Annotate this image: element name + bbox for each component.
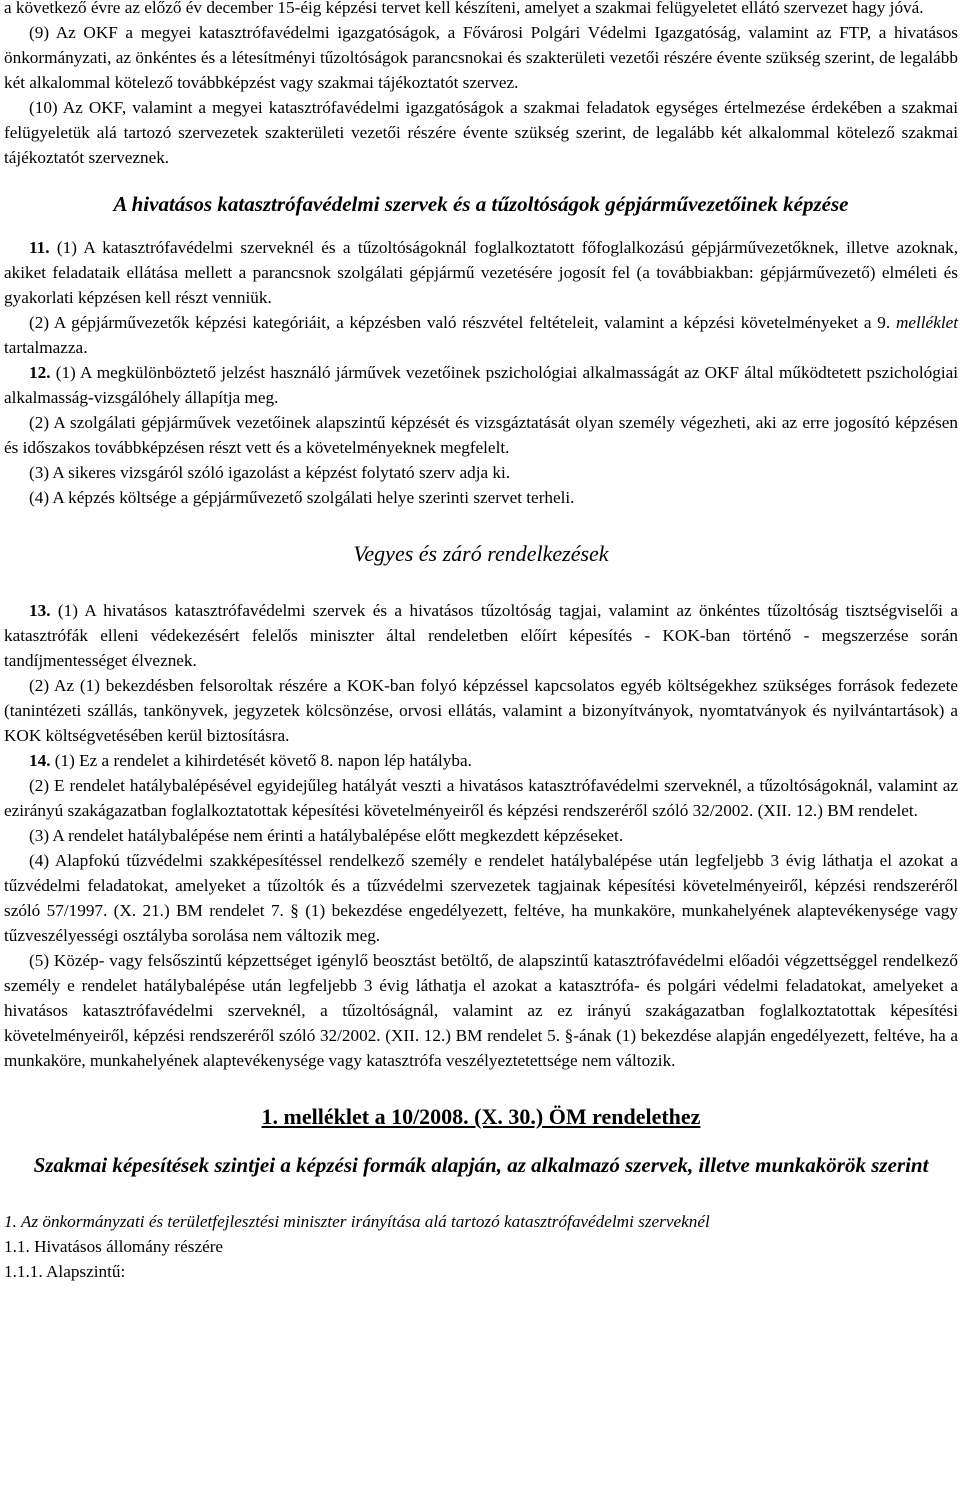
section-12-para-4: (4) A képzés költsége a gépjárművezető szolgálati helye szerinti szervet terheli.: [29, 488, 575, 507]
section-14-para-2: (2) E rendelet hatálybalépésével egyidejűleg hatályát veszti a hivatásos katasztrófavédelmi szerveknél, a tűzoltóságoknál, valamint az ezirányú szakágazatban foglalkoztatottak képesítési követelményeiről és képzési rendszeréről szóló 32/2002. (XII. 12.) BM rendelet.: [4, 776, 958, 820]
section-13-para-2: (2) Az (1) bekezdésben felsoroltak részére a KOK-ban folyó képzéssel kapcsolatos egyéb költségekhez szükséges források fedezete (tanintézeti szállás, tankönyvek, jegyzetek kölcsönzése, orvosi ellátás, valamint a bizonyítványok, nyomtatványok és nyilvántartások) a KOK költségvetésében kerül biztosításra.: [4, 676, 958, 745]
section-12-para-1: [4, 360, 958, 410]
paragraph-prev-cont: a következő évre az előző év december 15-éig képzési tervet kell készíteni, amelyet a szakmai felügyeletet ellátó szervezet hagy jóvá.: [4, 0, 924, 17]
section-number: 12.: [29, 363, 51, 382]
section-number: 14.: [29, 751, 51, 770]
paragraph-text: tartalmazza.: [4, 338, 88, 357]
section-14-para-1: [4, 748, 958, 773]
annex-subtitle: Szakmai képesítések szintjei a képzési formák alapján, az alkalmazó szervek, illetve munkakörök szerint: [33, 1153, 929, 1177]
section-number: 13.: [29, 601, 51, 620]
paragraph-text: (1) A hivatásos katasztrófavédelmi szervek és a hivatásos tűzoltóság tagjai, valamint az önkéntes tűzoltóság tisztségviselői a katasztrófák elleni védekezésért felelős miniszter által rendeletben előírt képesítés - KOK-ban történő - megszerzése során tandíjmentességet élveznek.: [4, 601, 958, 670]
section-11-para-1: [4, 235, 958, 310]
section-heading-drivers: A hivatásos katasztrófavédelmi szervek és a tűzoltóságok gépjárművezetőinek képzése: [113, 192, 849, 216]
section-13-para-1: [4, 598, 958, 673]
section-heading-final-provisions: Vegyes és záró rendelkezések: [353, 541, 609, 566]
annex-reference: melléklet: [895, 313, 958, 332]
paragraph-text: (1) A katasztrófavédelmi szerveknél és a tűzoltóságoknál foglalkoztatott főfoglalkozású gépjárművezetőknek, illetve azoknak, akiket feladataik ellátása mellett a parancsnok szolgálati gépjármű vezetésére jogosít fel (a továbbiakban: gépjárművezető) elméleti és gyakorlati képzésen kell részt venniük.: [4, 238, 958, 307]
annex-item-1-1: 1.1. Hivatásos állomány részére: [4, 1237, 224, 1256]
paragraph-text: (1) A megkülönböztető jelzést használó járművek vezetőinek pszichológiai alkalmasságát az OKF által működtetett pszichológiai alkalmasság-vizsgálóhely állapítja meg.: [4, 363, 958, 407]
paragraph-text: (2) A gépjárművezetők képzési kategóriáit, a képzésben való részvétel feltételeit, valamint a képzési követelményeket a 9.: [29, 313, 896, 332]
section-11-para-2: [4, 310, 958, 360]
annex-title: 1. melléklet a 10/2008. (X. 30.) ÖM rendelethez: [261, 1104, 701, 1129]
document-page: [4, 0, 958, 1284]
section-14-para-5: (5) Közép- vagy felsőszintű képzettséget igénylő beosztást betöltő, de alapszintű katasztrófavédelmi előadói végzettséggel rendelkező személy e rendelet hatálybalépése után legfeljebb 3 évig láthatja el azokat a katasztrófa- és polgári védelmi feladatokat, amelyeket a hivatásos katasztrófavédelmi szerveknél, a tűzoltóságnál, valamint az ez irányú szakágazatban foglalkoztatottak képesítési követelményeiről, képzési rendszeréről szóló 32/2002. (XII. 12.) BM rendelet 5. §-ának (1) bekezdése alapján engedélyezett, feltéve, ha a munkaköre, munkahelyének alaptevékenysége vagy katasztrófa veszélyeztetettsége nem változik.: [4, 951, 958, 1070]
section-14-para-4: (4) Alapfokú tűzvédelmi szakképesítéssel rendelkező személy e rendelet hatálybalépése után legfeljebb 3 évig láthatja el azokat a tűzvédelmi feladatokat, amelyeket a tűzoltók és a tűzvédelmi szervezetek tagjainak képesítési követelményeiről, képzési rendszeréről szóló 57/1997. (X. 21.) BM rendelet 7. § (1) bekezdése engedélyezett, feltéve, ha munkaköre, munkahelyének alaptevékenysége vagy tűzveszélyességi osztályba sorolása nem változik meg.: [4, 851, 958, 945]
annex-item-1: 1. Az önkormányzati és területfejlesztési miniszter irányítása alá tartozó katasztrófavédelmi szerveknél: [4, 1212, 710, 1231]
section-12-para-3: (3) A sikeres vizsgáról szóló igazolást a képzést folytató szerv adja ki.: [29, 463, 511, 482]
paragraph-text: (1) Ez a rendelet a kihirdetését követő 8. napon lép hatályba.: [50, 751, 472, 770]
annex-item-1-1-1: 1.1.1. Alapszintű:: [4, 1262, 126, 1281]
paragraph-10: (10) Az OKF, valamint a megyei katasztrófavédelmi igazgatóságok a szakmai feladatok egységes értelmezése érdekében a szakmai felügyeletük alá tartozó szervezetek szakterületi vezetői részére évente szükség szerint, de legalább két alkalommal kötelező szakmai tájékoztatót szerveznek.: [4, 98, 958, 167]
section-12-para-2: (2) A szolgálati gépjárművek vezetőinek alapszintű képzését és vizsgáztatását olyan személy végezheti, aki az erre jogosító képzésen és időszakos továbbképzésen részt vett és a követelményeknek megfelelt.: [4, 413, 958, 457]
section-number: 11.: [29, 238, 50, 257]
section-14-para-3: (3) A rendelet hatálybalépése nem érinti a hatálybalépése előtt megkezdett képzéseket.: [29, 826, 624, 845]
paragraph-9: (9) Az OKF a megyei katasztrófavédelmi igazgatóságok, a Fővárosi Polgári Védelmi Igazgatóság, valamint az FTP, a hivatásos önkormányzati, az önkéntes és a létesítményi tűzoltóságok parancsnokai és szakterületi vezetői részére évente szükség szerint, de legalább két alkalommal kötelező továbbképzést vagy szakmai tájékoztatót szervez.: [4, 23, 958, 92]
